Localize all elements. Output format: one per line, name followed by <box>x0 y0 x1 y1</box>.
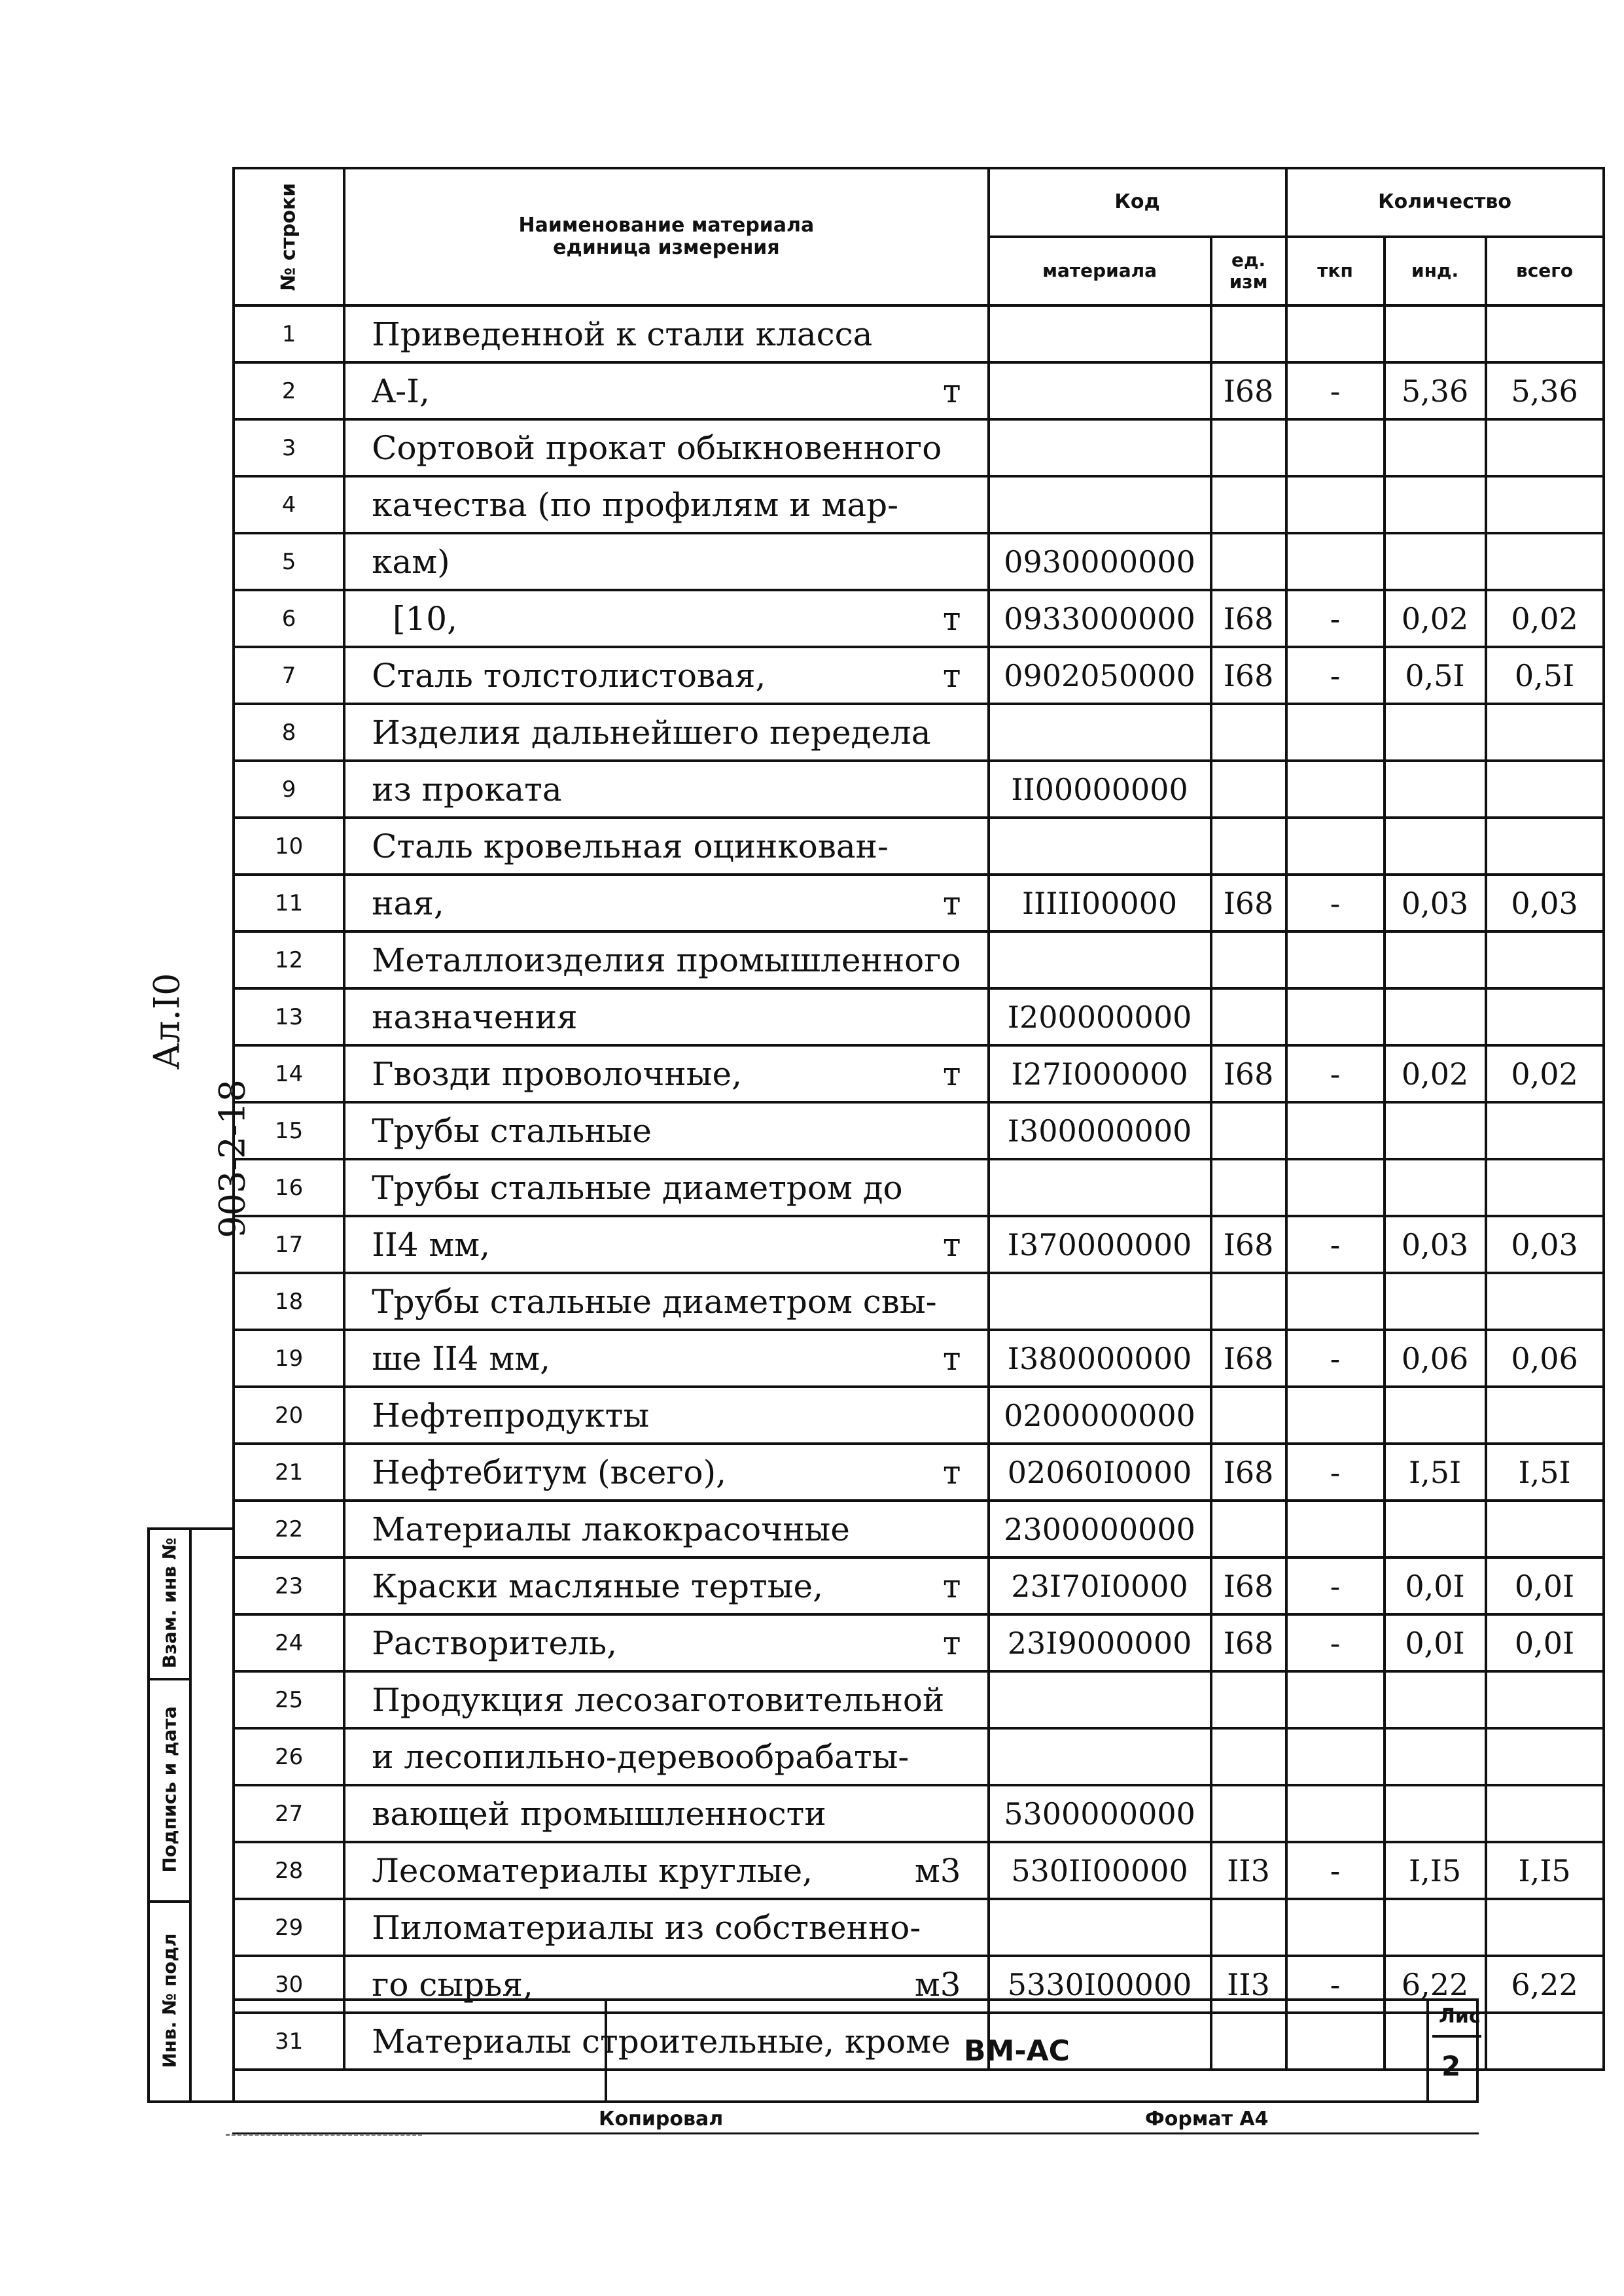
unit-code <box>1211 1899 1286 1956</box>
material-code: I27I000000 <box>989 1045 1211 1102</box>
unit-code: II3 <box>1211 1842 1286 1899</box>
table-row <box>234 1330 1604 1387</box>
qty-tkp <box>1286 533 1385 590</box>
qty-ind: 0,0I <box>1385 1557 1486 1614</box>
qty-tkp: - <box>1286 875 1385 931</box>
stamp-inv-swap: Взам. инв № <box>150 1530 192 1680</box>
qty-total <box>1486 1387 1604 1444</box>
unit-code <box>1211 818 1286 875</box>
qty-tkp <box>1286 419 1385 476</box>
qty-ind <box>1385 305 1486 362</box>
qty-ind <box>1385 1159 1486 1216</box>
material-name: Трубы стальные диаметром до <box>344 1159 988 1216</box>
material-code: 0930000000 <box>989 533 1211 590</box>
unit-code <box>1211 533 1286 590</box>
material-code <box>989 305 1211 362</box>
unit-of-measure: м3 <box>914 1851 961 1890</box>
row-number: 6 <box>234 590 344 647</box>
material-code: I200000000 <box>989 988 1211 1045</box>
material-name: ная, т <box>344 875 988 931</box>
material-code <box>989 1159 1211 1216</box>
qty-tkp: - <box>1286 1045 1385 1102</box>
qty-tkp: - <box>1286 1956 1385 2013</box>
unit-of-measure: м3 <box>914 1965 961 2004</box>
material-code: II00000000 <box>989 761 1211 818</box>
qty-tkp <box>1286 818 1385 875</box>
material-name: Нефтепродукты <box>344 1387 988 1444</box>
qty-tkp <box>1286 1159 1385 1216</box>
material-name: Трубы стальные <box>344 1102 988 1159</box>
material-name: качества (по профилям и мар- <box>344 476 988 533</box>
material-name: Нефтебитум (всего), т <box>344 1444 988 1501</box>
row-number: 7 <box>234 647 344 704</box>
row-number: 2 <box>234 362 344 419</box>
qty-tkp <box>1286 988 1385 1045</box>
unit-of-measure: т <box>942 1624 961 1662</box>
material-code: I300000000 <box>989 1102 1211 1159</box>
table-row <box>234 875 1604 931</box>
qty-tkp <box>1286 931 1385 988</box>
unit-code <box>1211 419 1286 476</box>
row-number: 10 <box>234 818 344 875</box>
qty-tkp: - <box>1286 1842 1385 1899</box>
qty-total: 0,0I <box>1486 1557 1604 1614</box>
qty-total <box>1486 1899 1604 1956</box>
document-code: 903-2-18 <box>211 1079 253 1238</box>
title-block <box>232 1998 1479 2103</box>
qty-tkp: - <box>1286 590 1385 647</box>
qty-total: I,I5 <box>1486 1842 1604 1899</box>
qty-ind <box>1385 931 1486 988</box>
qty-ind: I,I5 <box>1385 1842 1486 1899</box>
material-name: A-I, т <box>344 362 988 419</box>
qty-ind: 0,5I <box>1385 647 1486 704</box>
qty-total <box>1486 761 1604 818</box>
table-row <box>234 704 1604 761</box>
unit-code <box>1211 988 1286 1045</box>
material-name: Металлоизделия промышленного <box>344 931 988 988</box>
stamp-sign-date: Подпись и дата <box>150 1680 192 1903</box>
qty-tkp: - <box>1286 647 1385 704</box>
unit-code: I68 <box>1211 647 1286 704</box>
qty-tkp <box>1286 1899 1385 1956</box>
material-code <box>989 1671 1211 1728</box>
table-row <box>234 1216 1604 1273</box>
qty-total: I,5I <box>1486 1444 1604 1501</box>
row-number: 18 <box>234 1273 344 1330</box>
unit-code: I68 <box>1211 1045 1286 1102</box>
material-code <box>989 419 1211 476</box>
row-number: 17 <box>234 1216 344 1273</box>
table-row <box>234 1501 1604 1557</box>
header-code-unit: ед. изм <box>1211 237 1286 305</box>
qty-total <box>1486 419 1604 476</box>
material-name: Краски масляные тертые, т <box>344 1557 988 1614</box>
unit-code <box>1211 1501 1286 1557</box>
unit-code <box>1211 476 1286 533</box>
qty-tkp <box>1286 704 1385 761</box>
unit-code: I68 <box>1211 1614 1286 1671</box>
material-code <box>989 704 1211 761</box>
footer <box>232 2105 1479 2138</box>
row-number: 3 <box>234 419 344 476</box>
qty-tkp: - <box>1286 1444 1385 1501</box>
qty-total <box>1486 2013 1604 2070</box>
material-name: Сортовой прокат обыкновенного <box>344 419 988 476</box>
row-number: 30 <box>234 1956 344 2013</box>
qty-total: 0,03 <box>1486 1216 1604 1273</box>
qty-tkp <box>1286 476 1385 533</box>
material-name: II4 мм, т <box>344 1216 988 1273</box>
table-row <box>234 1728 1604 1785</box>
unit-code <box>1211 1671 1286 1728</box>
unit-code: I68 <box>1211 1216 1286 1273</box>
qty-tkp <box>1286 761 1385 818</box>
sheet-box <box>1432 2001 1481 2100</box>
qty-ind: 0,03 <box>1385 1216 1486 1273</box>
qty-total: 0,02 <box>1486 590 1604 647</box>
table-row <box>234 647 1604 704</box>
materials-table <box>232 167 1605 2071</box>
material-name: кам) <box>344 533 988 590</box>
row-number: 19 <box>234 1330 344 1387</box>
unit-code: II3 <box>1211 1956 1286 2013</box>
qty-ind: I,5I <box>1385 1444 1486 1501</box>
header-quantity: Количество <box>1286 168 1604 237</box>
qty-ind <box>1385 704 1486 761</box>
qty-total <box>1486 1102 1604 1159</box>
qty-ind <box>1385 1273 1486 1330</box>
sheet-number: 2 <box>1441 2050 1461 2082</box>
qty-tkp: - <box>1286 1216 1385 1273</box>
material-code: IIIII00000 <box>989 875 1211 931</box>
unit-code <box>1211 1159 1286 1216</box>
qty-total <box>1486 1501 1604 1557</box>
unit-code <box>1211 1785 1286 1842</box>
unit-of-measure: т <box>942 884 961 922</box>
qty-tkp: - <box>1286 1557 1385 1614</box>
qty-ind: 0,03 <box>1385 875 1486 931</box>
row-number: 25 <box>234 1671 344 1728</box>
document-mark: ВМ-АС <box>605 1998 1429 2103</box>
table-row <box>234 988 1604 1045</box>
row-number: 1 <box>234 305 344 362</box>
unit-of-measure: т <box>942 656 961 695</box>
qty-total <box>1486 305 1604 362</box>
material-name: Гвозди проволочные, т <box>344 1045 988 1102</box>
qty-ind <box>1385 1501 1486 1557</box>
material-code: I380000000 <box>989 1330 1211 1387</box>
qty-tkp <box>1286 1387 1385 1444</box>
header-row-number: № строки <box>234 168 344 305</box>
unit-code <box>1211 1387 1286 1444</box>
qty-tkp <box>1286 1501 1385 1557</box>
material-code: 530II00000 <box>989 1842 1211 1899</box>
qty-ind <box>1385 988 1486 1045</box>
table-row <box>234 533 1604 590</box>
material-code: 5300000000 <box>989 1785 1211 1842</box>
row-number: 28 <box>234 1842 344 1899</box>
qty-tkp <box>1286 1102 1385 1159</box>
unit-code: I68 <box>1211 1444 1286 1501</box>
table-row <box>234 1899 1604 1956</box>
unit-code <box>1211 1273 1286 1330</box>
row-number: 29 <box>234 1899 344 1956</box>
qty-ind <box>1385 533 1486 590</box>
qty-total <box>1486 1159 1604 1216</box>
unit-code <box>1211 305 1286 362</box>
stamp-inv-orig: Инв. № подл <box>150 1903 192 2100</box>
unit-code: I68 <box>1211 590 1286 647</box>
unit-code: I68 <box>1211 875 1286 931</box>
qty-total <box>1486 988 1604 1045</box>
row-number: 21 <box>234 1444 344 1501</box>
qty-ind <box>1385 419 1486 476</box>
qty-total <box>1486 1273 1604 1330</box>
header-material-name: Наименование материала единица измерения <box>344 168 988 305</box>
row-number: 20 <box>234 1387 344 1444</box>
material-code: 0933000000 <box>989 590 1211 647</box>
material-name: [10, т <box>344 590 988 647</box>
unit-code <box>1211 704 1286 761</box>
sheet-reference: Ал.I0 <box>146 973 188 1070</box>
qty-total: 0,0I <box>1486 1614 1604 1671</box>
approval-stamp <box>147 1527 232 2103</box>
header-qty-total: всего <box>1486 237 1604 305</box>
table-row <box>234 1614 1604 1671</box>
qty-ind <box>1385 1671 1486 1728</box>
row-number: 22 <box>234 1501 344 1557</box>
row-number: 16 <box>234 1159 344 1216</box>
row-number: 4 <box>234 476 344 533</box>
table-row <box>234 818 1604 875</box>
qty-total: 6,22 <box>1486 1956 1604 2013</box>
material-code <box>989 1728 1211 1785</box>
sheet-label: Лис <box>1439 2005 1481 2028</box>
material-code: 2300000000 <box>989 1501 1211 1557</box>
table-row <box>234 362 1604 419</box>
material-name: Приведенной к стали класса <box>344 305 988 362</box>
qty-ind <box>1385 1387 1486 1444</box>
unit-code: I68 <box>1211 1557 1286 1614</box>
qty-tkp <box>1286 1728 1385 1785</box>
material-name: Пиломатериалы из собственно- <box>344 1899 988 1956</box>
header-qty-tkp: ткп <box>1286 237 1385 305</box>
qty-ind: 5,36 <box>1385 362 1486 419</box>
unit-code <box>1211 1728 1286 1785</box>
material-name: Изделия дальнейшего передела <box>344 704 988 761</box>
qty-total <box>1486 704 1604 761</box>
material-name: вающей промышленности <box>344 1785 988 1842</box>
qty-ind <box>1385 1899 1486 1956</box>
qty-ind: 0,02 <box>1385 590 1486 647</box>
material-name: Материалы строительные, кроме <box>344 2013 988 2070</box>
material-name: Сталь толстолистовая, т <box>344 647 988 704</box>
qty-tkp: - <box>1286 1614 1385 1671</box>
material-code: 0200000000 <box>989 1387 1211 1444</box>
table-row <box>234 1557 1604 1614</box>
row-number: 31 <box>234 2013 344 2070</box>
unit-of-measure: т <box>942 1339 961 1378</box>
material-name: Трубы стальные диаметром свы- <box>344 1273 988 1330</box>
material-name: Материалы лакокрасочные <box>344 1501 988 1557</box>
row-number: 26 <box>234 1728 344 1785</box>
material-name: Продукция лесозаготовительной <box>344 1671 988 1728</box>
row-number: 27 <box>234 1785 344 1842</box>
qty-ind: 0,06 <box>1385 1330 1486 1387</box>
qty-tkp <box>1286 305 1385 362</box>
qty-total: 0,03 <box>1486 875 1604 931</box>
table-row <box>234 1159 1604 1216</box>
material-code: I370000000 <box>989 1216 1211 1273</box>
unit-of-measure: т <box>942 1225 961 1264</box>
table-row <box>234 476 1604 533</box>
qty-total <box>1486 931 1604 988</box>
qty-total <box>1486 1785 1604 1842</box>
header-qty-ind: инд. <box>1385 237 1486 305</box>
qty-ind: 0,0I <box>1385 1614 1486 1671</box>
unit-code <box>1211 931 1286 988</box>
table-row <box>234 590 1604 647</box>
row-number: 11 <box>234 875 344 931</box>
unit-of-measure: т <box>942 599 961 638</box>
material-name: ше II4 мм, т <box>344 1330 988 1387</box>
row-number: 24 <box>234 1614 344 1671</box>
table-row <box>234 761 1604 818</box>
material-name: из проката <box>344 761 988 818</box>
format-label: Формат А4 <box>1145 2108 1269 2131</box>
table-row <box>234 1671 1604 1728</box>
row-number: 8 <box>234 704 344 761</box>
unit-of-measure: т <box>942 1567 961 1605</box>
table-row <box>234 1273 1604 1330</box>
row-number: 15 <box>234 1102 344 1159</box>
material-code <box>989 931 1211 988</box>
qty-ind <box>1385 1102 1486 1159</box>
row-number: 12 <box>234 931 344 988</box>
material-code: 23I70I0000 <box>989 1557 1211 1614</box>
unit-code: I68 <box>1211 362 1286 419</box>
row-number: 23 <box>234 1557 344 1614</box>
unit-of-measure: т <box>942 1054 961 1093</box>
unit-code <box>1211 761 1286 818</box>
material-code: 0902050000 <box>989 647 1211 704</box>
qty-ind: 6,22 <box>1385 1956 1486 2013</box>
material-name: Сталь кровельная оцинкован- <box>344 818 988 875</box>
table-row <box>234 1387 1604 1444</box>
qty-tkp: - <box>1286 1330 1385 1387</box>
unit-code <box>1211 1102 1286 1159</box>
qty-tkp <box>1286 1785 1385 1842</box>
qty-total <box>1486 1728 1604 1785</box>
row-number: 5 <box>234 533 344 590</box>
qty-ind: 0,02 <box>1385 1045 1486 1102</box>
material-name: Лесоматериалы круглые, м3 <box>344 1842 988 1899</box>
table-row <box>234 305 1604 362</box>
material-code: 02060I0000 <box>989 1444 1211 1501</box>
qty-ind <box>1385 476 1486 533</box>
material-name: назначения <box>344 988 988 1045</box>
qty-ind <box>1385 818 1486 875</box>
table-row <box>234 931 1604 988</box>
table-row <box>234 1444 1604 1501</box>
qty-total <box>1486 533 1604 590</box>
material-name: го сырья, м3 <box>344 1956 988 2013</box>
qty-total <box>1486 818 1604 875</box>
unit-of-measure: т <box>942 1453 961 1491</box>
material-code: 23I9000000 <box>989 1614 1211 1671</box>
qty-total: 0,5I <box>1486 647 1604 704</box>
table-row <box>234 1842 1604 1899</box>
material-code <box>989 818 1211 875</box>
material-name: Растворитель, т <box>344 1614 988 1671</box>
qty-total: 0,06 <box>1486 1330 1604 1387</box>
qty-total <box>1486 476 1604 533</box>
table-row <box>234 1102 1604 1159</box>
material-code <box>989 1273 1211 1330</box>
header-code-material: материала <box>989 237 1211 305</box>
qty-ind <box>1385 1728 1486 1785</box>
material-name: и лесопильно-деревообрабаты- <box>344 1728 988 1785</box>
row-number: 14 <box>234 1045 344 1102</box>
qty-tkp <box>1286 1671 1385 1728</box>
material-code <box>989 476 1211 533</box>
qty-ind <box>1385 761 1486 818</box>
row-number: 9 <box>234 761 344 818</box>
qty-total <box>1486 1671 1604 1728</box>
unit-of-measure: т <box>942 372 961 410</box>
row-number: 13 <box>234 988 344 1045</box>
qty-total: 5,36 <box>1486 362 1604 419</box>
unit-code: I68 <box>1211 1330 1286 1387</box>
qty-ind <box>1385 1785 1486 1842</box>
copied-by-label: Копировал <box>599 2108 724 2131</box>
table-row <box>234 419 1604 476</box>
material-code: 5330I00000 <box>989 1956 1211 2013</box>
qty-total: 0,02 <box>1486 1045 1604 1102</box>
header-code: Код <box>989 168 1286 237</box>
material-code <box>989 1899 1211 1956</box>
qty-tkp <box>1286 1273 1385 1330</box>
material-code <box>989 362 1211 419</box>
qty-tkp: - <box>1286 362 1385 419</box>
table-row <box>234 1785 1604 1842</box>
table-row <box>234 1045 1604 1102</box>
